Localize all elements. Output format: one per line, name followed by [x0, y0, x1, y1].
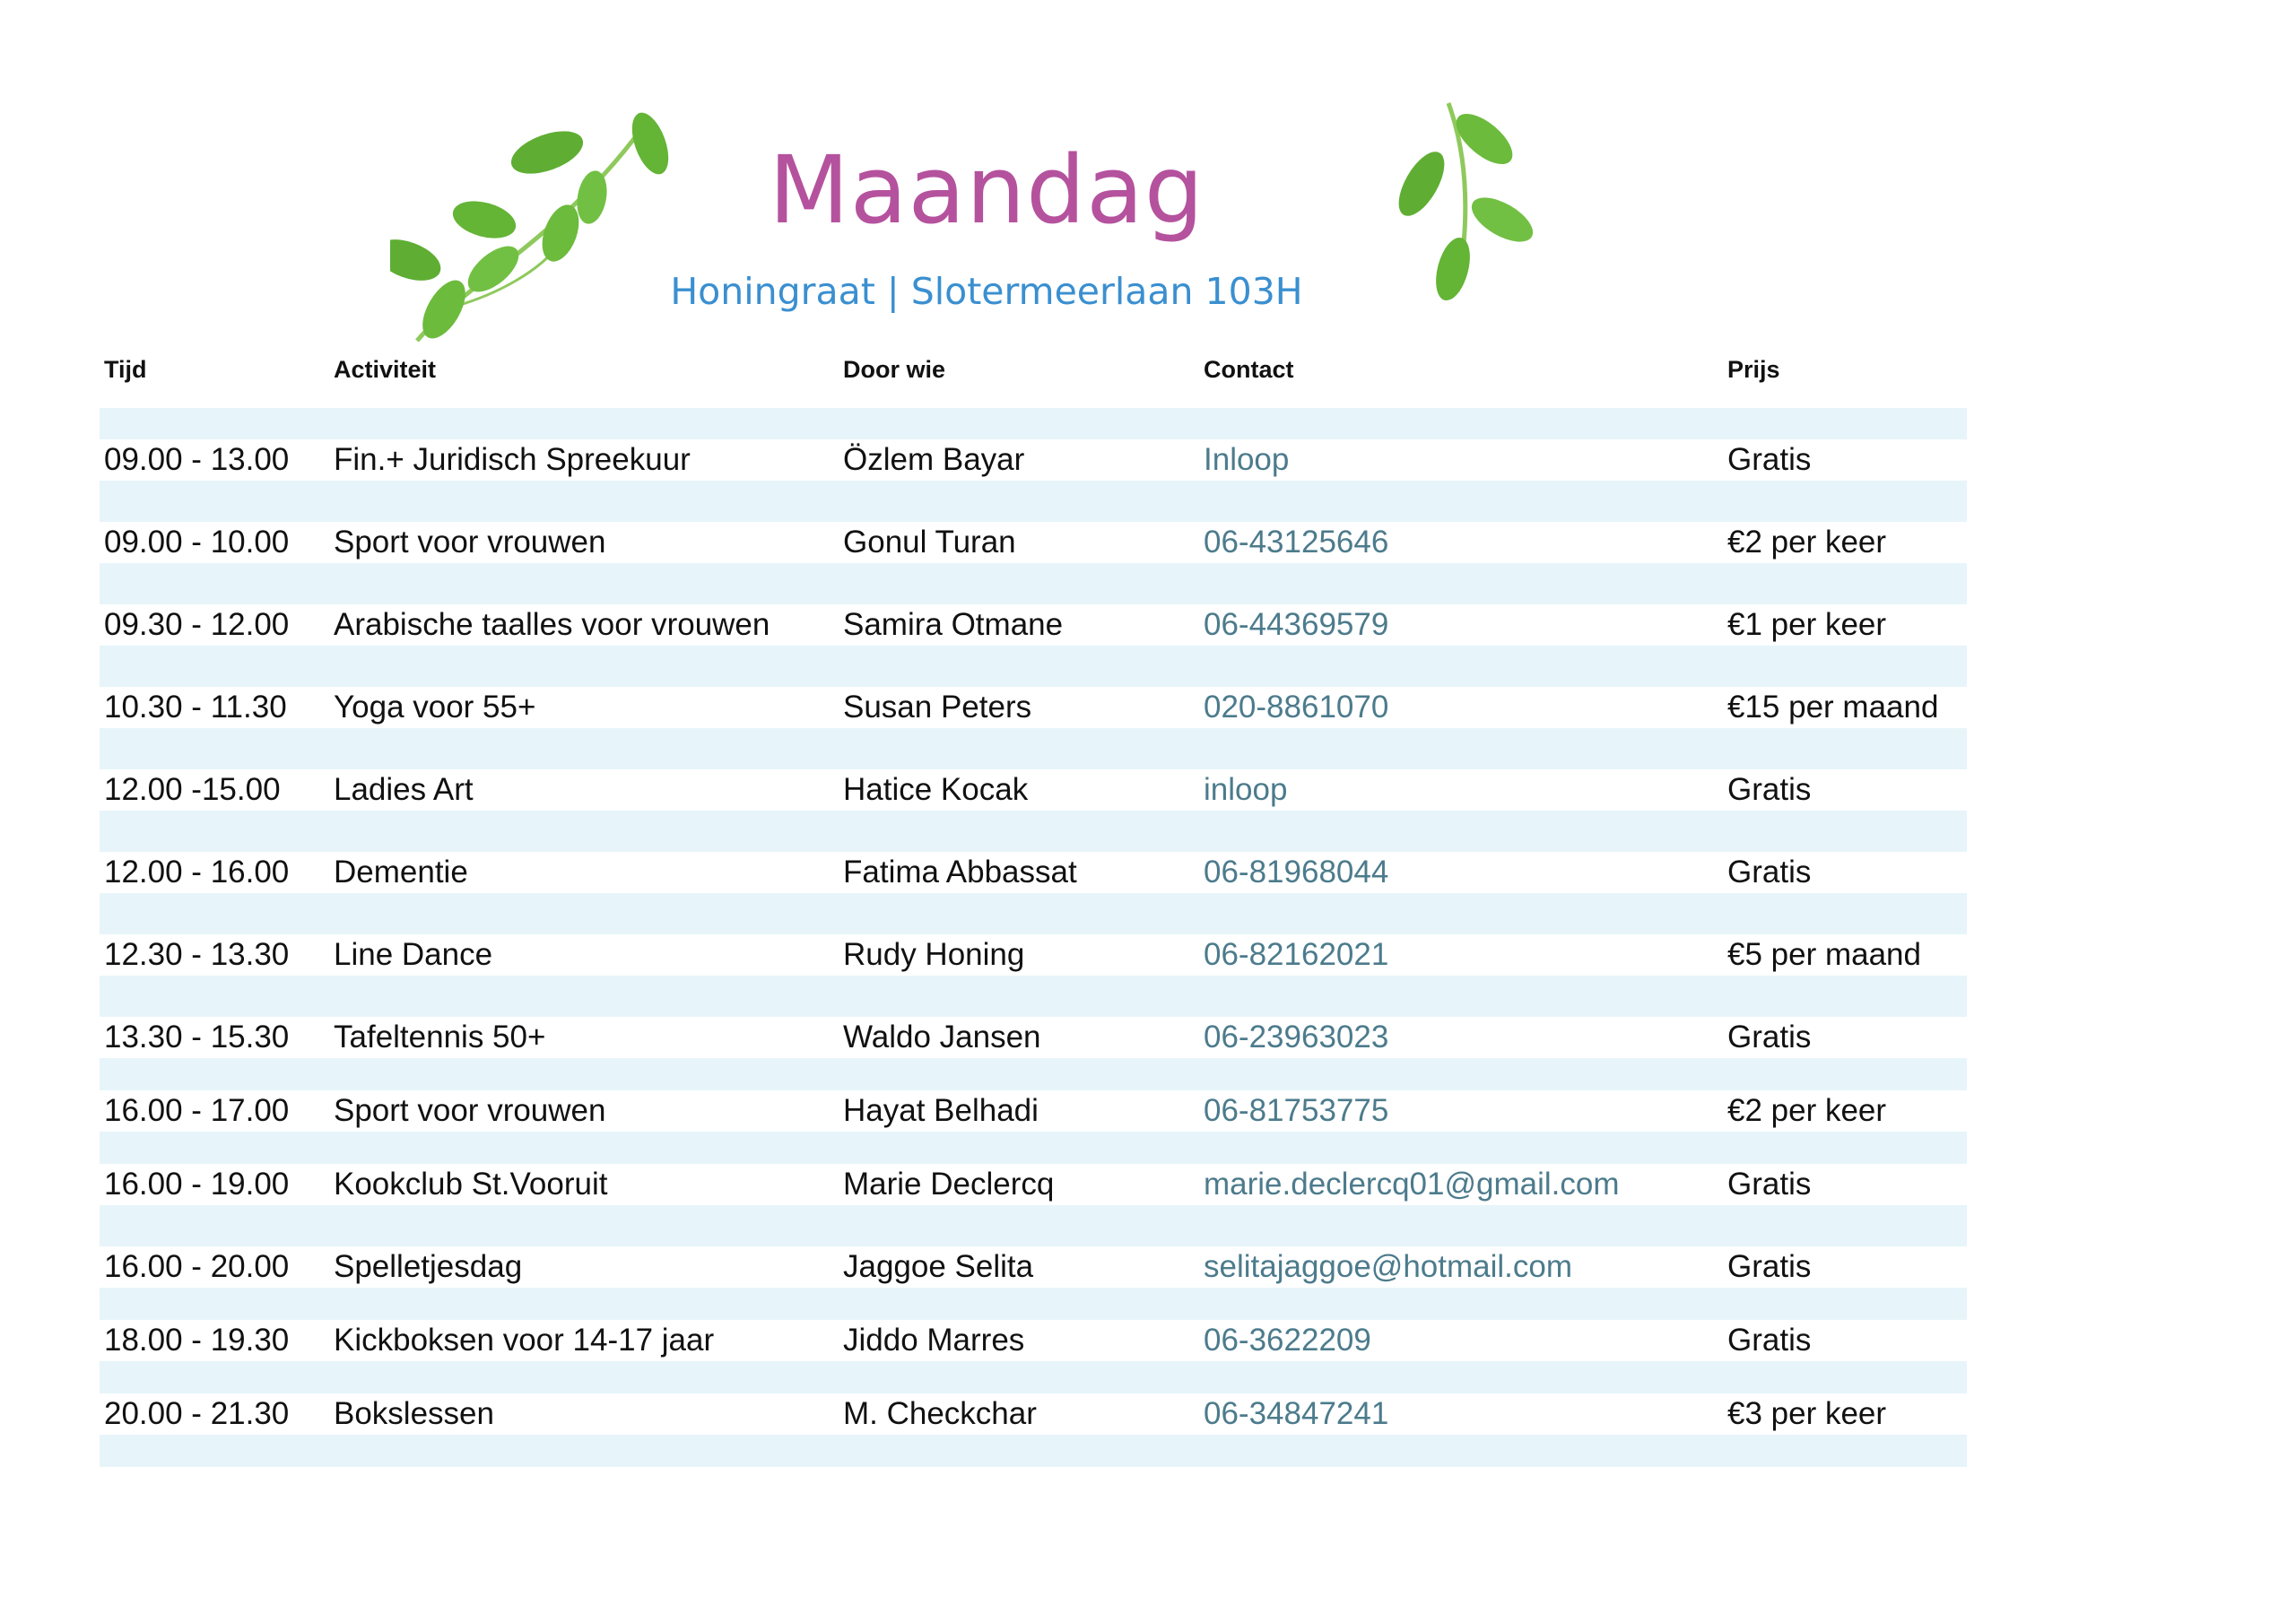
row-time: 16.00 - 17.00 — [104, 1093, 290, 1128]
row-band — [100, 1132, 1967, 1164]
row-activity: Line Dance — [334, 937, 493, 972]
row-time: 12.30 - 13.30 — [104, 937, 290, 972]
row-time: 16.00 - 20.00 — [104, 1249, 290, 1284]
row-who: Susan Peters — [843, 690, 1032, 725]
row-contact[interactable]: 06-43125646 — [1204, 525, 1389, 560]
table-row — [0, 1320, 2296, 1361]
row-time: 16.00 - 19.00 — [104, 1167, 290, 1202]
row-time: 12.00 -15.00 — [104, 772, 281, 807]
row-time: 09.30 - 12.00 — [104, 607, 290, 642]
row-price: €1 per keer — [1727, 607, 1887, 642]
row-activity: Ladies Art — [334, 772, 474, 807]
row-who: Hayat Belhadi — [843, 1093, 1039, 1128]
table-row — [0, 687, 2296, 728]
row-band — [100, 646, 1967, 687]
row-band — [100, 811, 1967, 852]
row-price: Gratis — [1727, 772, 1812, 807]
row-contact[interactable]: 020-8861070 — [1204, 690, 1389, 725]
row-activity: Spelletjesdag — [334, 1249, 523, 1284]
row-who: Hatice Kocak — [843, 772, 1029, 807]
table-row — [0, 769, 2296, 811]
row-time: 18.00 - 19.30 — [104, 1323, 290, 1358]
row-contact[interactable]: 06-34847241 — [1204, 1396, 1389, 1431]
row-who: M. Checkchar — [843, 1396, 1037, 1431]
row-who: Jiddo Marres — [843, 1323, 1025, 1358]
row-band — [100, 563, 1967, 604]
row-time: 12.00 - 16.00 — [104, 855, 290, 890]
row-who: Marie Declercq — [843, 1167, 1055, 1202]
row-activity: Tafeltennis 50+ — [334, 1020, 546, 1055]
table-row — [0, 439, 2296, 481]
row-price: Gratis — [1727, 442, 1812, 477]
row-price: €15 per maand — [1727, 690, 1939, 725]
row-price: Gratis — [1727, 1323, 1812, 1358]
table-header — [0, 356, 2296, 386]
column-header-who: Door wie — [843, 356, 946, 383]
table-row — [0, 1164, 2296, 1205]
row-activity: Sport voor vrouwen — [334, 1093, 606, 1128]
row-activity: Sport voor vrouwen — [334, 525, 606, 560]
table-row — [0, 522, 2296, 563]
row-activity: Kickboksen voor 14-17 jaar — [334, 1323, 715, 1358]
row-activity: Kookclub St.Vooruit — [334, 1167, 608, 1202]
row-price: €2 per keer — [1727, 1093, 1887, 1128]
column-header-time: Tijd — [104, 356, 147, 383]
row-band — [100, 1361, 1967, 1393]
table-row — [0, 1246, 2296, 1288]
row-time: 09.00 - 13.00 — [104, 442, 290, 477]
row-band — [100, 1205, 1967, 1246]
row-band — [100, 1058, 1967, 1090]
row-band — [100, 408, 1967, 439]
row-band — [100, 481, 1967, 522]
row-who: Özlem Bayar — [843, 442, 1025, 477]
row-contact[interactable]: 06-3622209 — [1204, 1323, 1371, 1358]
page-title: Maandag — [769, 135, 1205, 245]
table-row — [0, 852, 2296, 893]
table-row — [0, 604, 2296, 646]
column-header-contact: Contact — [1204, 356, 1294, 383]
row-contact[interactable]: 06-81968044 — [1204, 855, 1389, 890]
row-contact[interactable]: 06-23963023 — [1204, 1020, 1389, 1055]
row-who: Gonul Turan — [843, 525, 1016, 560]
row-who: Jaggoe Selita — [843, 1249, 1034, 1284]
table-row — [0, 1393, 2296, 1435]
row-time: 20.00 - 21.30 — [104, 1396, 290, 1431]
row-activity: Bokslessen — [334, 1396, 494, 1431]
table-row — [0, 934, 2296, 976]
row-contact[interactable]: 06-44369579 — [1204, 607, 1389, 642]
row-time: 13.30 - 15.30 — [104, 1020, 290, 1055]
row-who: Rudy Honing — [843, 937, 1025, 972]
row-activity: Yoga voor 55+ — [334, 690, 536, 725]
table-row — [0, 1090, 2296, 1132]
row-who: Waldo Jansen — [843, 1020, 1041, 1055]
column-header-price: Prijs — [1727, 356, 1780, 383]
row-price: Gratis — [1727, 1167, 1812, 1202]
table-row — [0, 1017, 2296, 1058]
row-contact-email[interactable]: marie.declercq01@gmail.com — [1204, 1167, 1620, 1202]
row-who: Samira Otmane — [843, 607, 1064, 642]
row-activity: Arabische taalles voor vrouwen — [334, 607, 770, 642]
row-activity: Dementie — [334, 855, 468, 890]
row-contact: Inloop — [1204, 442, 1290, 477]
row-price: Gratis — [1727, 1020, 1812, 1055]
row-band — [100, 893, 1967, 934]
row-price: Gratis — [1727, 855, 1812, 890]
row-band — [100, 1435, 1967, 1467]
row-contact[interactable]: 06-81753775 — [1204, 1093, 1389, 1128]
row-price: Gratis — [1727, 1249, 1812, 1284]
location-subtitle: Honingraat | Slotermeerlaan 103H — [670, 270, 1303, 313]
row-contact: inloop — [1204, 772, 1288, 807]
row-price: €5 per maand — [1727, 937, 1921, 972]
row-activity: Fin.+ Juridisch Spreekuur — [334, 442, 691, 477]
row-price: €3 per keer — [1727, 1396, 1887, 1431]
row-band — [100, 728, 1967, 769]
row-time: 09.00 - 10.00 — [104, 525, 290, 560]
row-price: €2 per keer — [1727, 525, 1887, 560]
row-who: Fatima Abbassat — [843, 855, 1077, 890]
column-header-activity: Activiteit — [334, 356, 437, 383]
row-contact-email[interactable]: selitajaggoe@hotmail.com — [1204, 1249, 1573, 1284]
row-band — [100, 1288, 1967, 1320]
row-band — [100, 976, 1967, 1017]
row-time: 10.30 - 11.30 — [104, 690, 287, 725]
row-contact[interactable]: 06-82162021 — [1204, 937, 1389, 972]
